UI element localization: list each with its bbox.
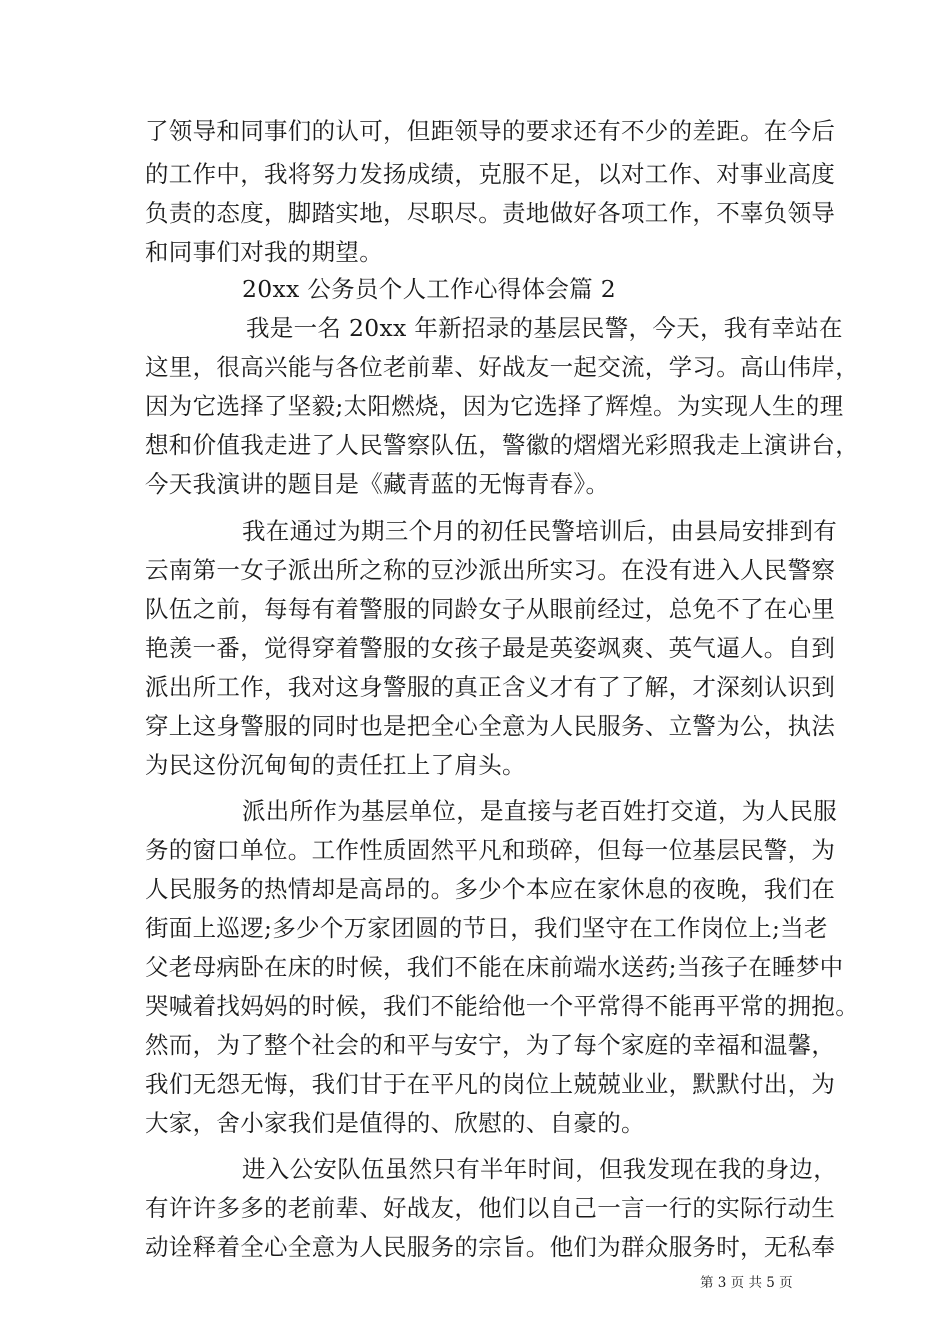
paragraph-line: 云南第一女子派出所之称的豆沙派出所实习。在没有进入人民警察 bbox=[145, 556, 836, 584]
paragraph-line: 派出所作为基层单位，是直接与老百姓打交道，为人民服 bbox=[242, 797, 837, 825]
paragraph-line: 的工作中，我将努力发扬成绩，克服不足，以对工作、对事业高度 bbox=[145, 160, 836, 188]
paragraph-line: 穿上这身警服的同时也是把全心全意为人民服务、立警为公，执法 bbox=[145, 712, 836, 740]
paragraph-line: 为民这份沉甸甸的责任扛上了肩头。 bbox=[145, 751, 526, 779]
paragraph-line: 有许许多多的老前辈、好战友，他们以自己一言一行的实际行动生 bbox=[145, 1194, 836, 1222]
paragraph-line: 进入公安队伍虽然只有半年时间，但我发现在我的身边， bbox=[242, 1155, 837, 1183]
paragraph-line: 今天我演讲的题目是《藏青蓝的无悔青春》。 bbox=[145, 470, 610, 498]
section-heading: 20xx 公务员个人工作心得体会篇 2 bbox=[242, 275, 616, 303]
paragraph-line: 我们无怨无悔，我们甘于在平凡的岗位上兢兢业业，默默付出，为 bbox=[145, 1070, 836, 1098]
paragraph-line: 我是一名 20xx 年新招录的基层民警，今天，我有幸站在 bbox=[246, 314, 843, 342]
paragraph-line: 务的窗口单位。工作性质固然平凡和琐碎，但每一位基层民警，为 bbox=[145, 836, 836, 864]
paragraph-line: 大家，舍小家我们是值得的、欣慰的、自豪的。 bbox=[145, 1109, 645, 1137]
paragraph-line: 因为它选择了坚毅;太阳燃烧，因为它选择了辉煌。为实现人生的理 bbox=[145, 392, 844, 420]
paragraph-line: 了领导和同事们的认可，但距领导的要求还有不少的差距。在今后 bbox=[145, 117, 836, 145]
paragraph-line: 然而，为了整个社会的和平与安宁，为了每个家庭的幸福和温馨， bbox=[145, 1031, 836, 1059]
paragraph-line: 街面上巡逻;多少个万家团圆的节日，我们坚守在工作岗位上;当老 bbox=[145, 914, 828, 942]
paragraph-line: 这里，很高兴能与各位老前辈、好战友一起交流，学习。高山伟岸， bbox=[145, 353, 859, 381]
paragraph-line: 派出所工作，我对这身警服的真正含义才有了了解，才深刻认识到 bbox=[145, 673, 836, 701]
paragraph-line: 和同事们对我的期望。 bbox=[145, 238, 383, 266]
paragraph-line: 我在通过为期三个月的初任民警培训后，由县局安排到有 bbox=[242, 517, 837, 545]
page-number-footer: 第 3 页 共 5 页 bbox=[700, 1275, 793, 1291]
paragraph-line: 人民服务的热情却是高昂的。多少个本应在家休息的夜晚，我们在 bbox=[145, 875, 836, 903]
paragraph-line: 想和价值我走进了人民警察队伍，警徽的熠熠光彩照我走上演讲台， bbox=[145, 431, 859, 459]
paragraph-line: 动诠释着全心全意为人民服务的宗旨。他们为群众服务时，无私奉 bbox=[145, 1233, 836, 1261]
paragraph-line: 父老母病卧在床的时候，我们不能在床前端水送药;当孩子在睡梦中 bbox=[145, 953, 844, 981]
paragraph-line: 负责的态度，脚踏实地，尽职尽。责地做好各项工作，不辜负领导 bbox=[145, 199, 836, 227]
paragraph-line: 哭喊着找妈妈的时候，我们不能给他一个平常得不能再平常的拥抱。 bbox=[145, 992, 859, 1020]
paragraph-line: 队伍之前，每每有着警服的同龄女子从眼前经过，总免不了在心里 bbox=[145, 595, 836, 623]
paragraph-line: 艳羡一番，觉得穿着警服的女孩子最是英姿飒爽、英气逼人。自到 bbox=[145, 634, 836, 662]
